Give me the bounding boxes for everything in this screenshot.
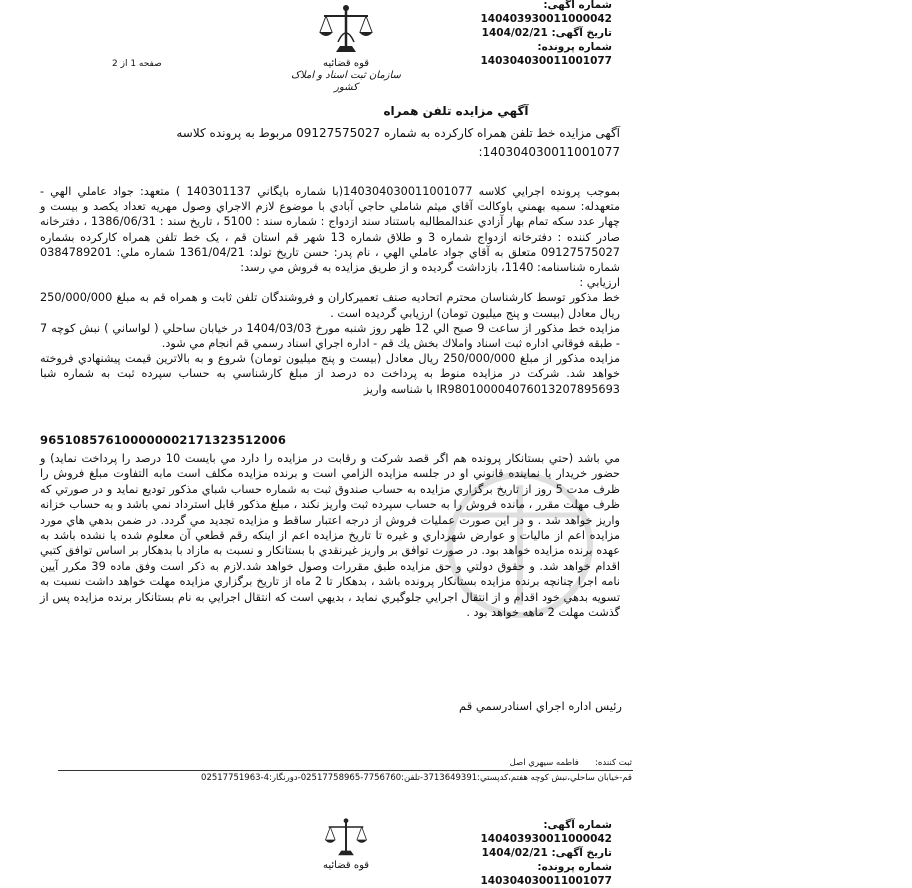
judiciary-emblem-icon [316, 2, 376, 58]
paragraph-appraisal: خط مذكور توسط كارشناسان محترم اتحاديه صنف تعميركاران و فروشندگان تلفن ثابت و همراه قم به مبلغ 250/000/000 ريال معادل (بيست و پنج ميليون تومان) ارزيابي گرديده است . [40, 291, 620, 320]
ad-date-row-bottom: تاریخ آگهی: 1404/02/21 [481, 847, 612, 859]
judiciary-emblem-icon [322, 816, 370, 860]
page-title: آگهي مزايده تلفن همراه [383, 104, 529, 118]
ad-date: 1404/02/21 [481, 27, 548, 39]
paragraph-participation: مزايده مذكور از مبلغ 250/000/000 ريال معادل (بيست و پنج ميليون تومان) شروع و به بالاترين قيمت پيشنهادي فروخته خواهد شد. شركت در مزايده منوط به پرداخت ده درصد از مبلغ كارشناسي به حساب سپرده ثبت به شماره شبا IR980100004076013207895693 با شناسه واريز [40, 352, 620, 396]
logo-block-bottom [286, 816, 406, 872]
logo-judiciary-text-bottom: قوه قضائیه [322, 860, 370, 871]
header-meta-top [412, 0, 612, 68]
paragraph-case: بموجب پرونده اجرايي كلاسه 140304030011001077(با شماره بايگاني 140301137 ) متعهد: جواد عاملي الهي - متعهدله: سميه بهمني باوكالت آقاي ميثم شاملي حاجي آبادي با موضوع لازم الاجراي وصول مهريه تعداد يكصد و بيست و چهار عدد سكه تمام بهار آزادي عندالمطالبه باستناد سند ازدواج : شماره سند : 5100 ، تاريخ سند : 1386/06/31 ، دفترخانه صادر كننده : دفترخانه ازدواج شماره 3 و طلاق شماره 13 شهر قم استان قم ، يک خط تلفن همراه كاركرده بشماره 09127575027 متعلق به آقاي جواد عاملي الهي ، نام پدر: حسن تاريخ تولد: 1361/04/21 شماره ملي: 0384789201 شماره شناسنامه: 1140، بازداشت گرديده و از طريق مزايده به فروش مي رسد: [40, 185, 621, 275]
header-meta-bottom [412, 818, 612, 888]
case-number-row: شماره پرونده: 140304030011001077 [480, 41, 612, 67]
subject-line: آگهی مزایده خط تلفن همراه کارکرده به شماره 09127575027 مربوط به پرونده کلاسه 140304030011001077: [176, 126, 620, 159]
footer-address: قم-خيابان ساحلي،نبش كوچه هفتم،كدپستي:3713649391-تلفن:7756760-02517758965-دورنگار:4-02517751963 [201, 773, 632, 783]
registrar-label: ثبت كننده: [595, 758, 632, 768]
paragraph-appraisal-heading: ارزيابي : [579, 276, 620, 290]
footer-divider [58, 770, 633, 771]
signer-title: رئيس اداره اجراي اسنادرسمي قم [459, 699, 622, 713]
registrar-name: فاطمه سيهري اصل [509, 758, 579, 768]
ad-number: 140403930011000042 [480, 13, 612, 25]
notice-body [40, 184, 620, 397]
ad-number-row-bottom: شماره آگهی: 140403930011000042 [480, 819, 612, 845]
paragraph-conditions: مي باشد (حتي بستانكار پرونده هم اگر قصد شركت و رقابت در مزايده را دارد مي بايست 10 درصد را پرداخت نمايد) و حضور خريدار يا نماينده قانوني او در جلسه مزايده الزامي است و برنده مزايده مكلف است مابه التفاوت مبلغ فروش را ظرف مدت 5 روز از تاريخ برگزاري مزايده به حساب صندوق ثبت به شماره حساب شباي مذكور توديع نمايد و در صورتي كه ظرف مهلت مقرر ، مانده فروش را به حساب سپرده ثبت واريز نكند ، مبلغ مذكور قابل استرداد نمي باشد و به حساب خزانه واريز خواهد شد . و در اين صورت عمليات فروش از درجه اعتبار ساقط و مزايده تجديد مي گردد. در ضمن بدهي هاي مورد مزايده اعم از ماليات و عوارض شهرداري و غيره تا تاريخ مزايده اعم از اينكه رقم قطعي آن معلوم شده يا نشده باشد به عهده برنده مزايده خواهد بود. در صورت توافق بر واريز غيرنقدي با بستانكار و نسبت به مازاد با بدهكار بر اساس توافق كتبي اقدام خواهد شد. و حقوق دولتي و حق مزايده طبق مقررات وصول خواهد شد.لازم به ذكر است وفق ماده 39 مكرر آيين نامه اجرا چنانچه برنده مزايده بستانكار پرونده باشد ، بدهكار تا 2 ماه از تاريخ برگزاري مزايده مهلت خواهد داشت نسبت به تسويه بدهي خود اقدام و از انتقال اجرايي جلوگيري نمايد ، بديهي است كه انتقال اجرايي به نام بستانكار برنده مزايده پس از گذشت مهلت 2 ماهه خواهد بود . [40, 452, 621, 620]
logo-block [286, 2, 406, 94]
logo-judiciary-text: قوه قضائیه [322, 58, 370, 69]
case-number: 140304030011001077 [480, 55, 612, 67]
page-number: صفحه 1 از 2 [112, 59, 162, 69]
ad-number-row: شماره آگهی: 140403930011000042 [480, 0, 612, 25]
ad-date-row: تاریخ آگهی: 1404/02/21 [481, 27, 612, 39]
logo-organization-text: سازمان ثبت اسناد و املاک کشور [291, 70, 401, 93]
watermark-emblem-icon [360, 455, 680, 635]
deposit-id: 965108576100000002171323512006 [40, 433, 287, 447]
case-number-row-bottom: شماره پرونده: 140304030011001077 [480, 861, 612, 887]
registrar-row [510, 758, 632, 768]
paragraph-auction-time: مزايده خط مذكور از ساعت 9 صبح الي 12 ظهر روز شنبه مورخ 1404/03/03 در خيابان ساحلي ( لواساني ) نبش كوچه 7 - طبقه فوقاني اداره ثبت اسناد واملاك بخش يك قم - اداره اجراي اسناد رسمي قم انجام مي شود. [40, 321, 620, 351]
